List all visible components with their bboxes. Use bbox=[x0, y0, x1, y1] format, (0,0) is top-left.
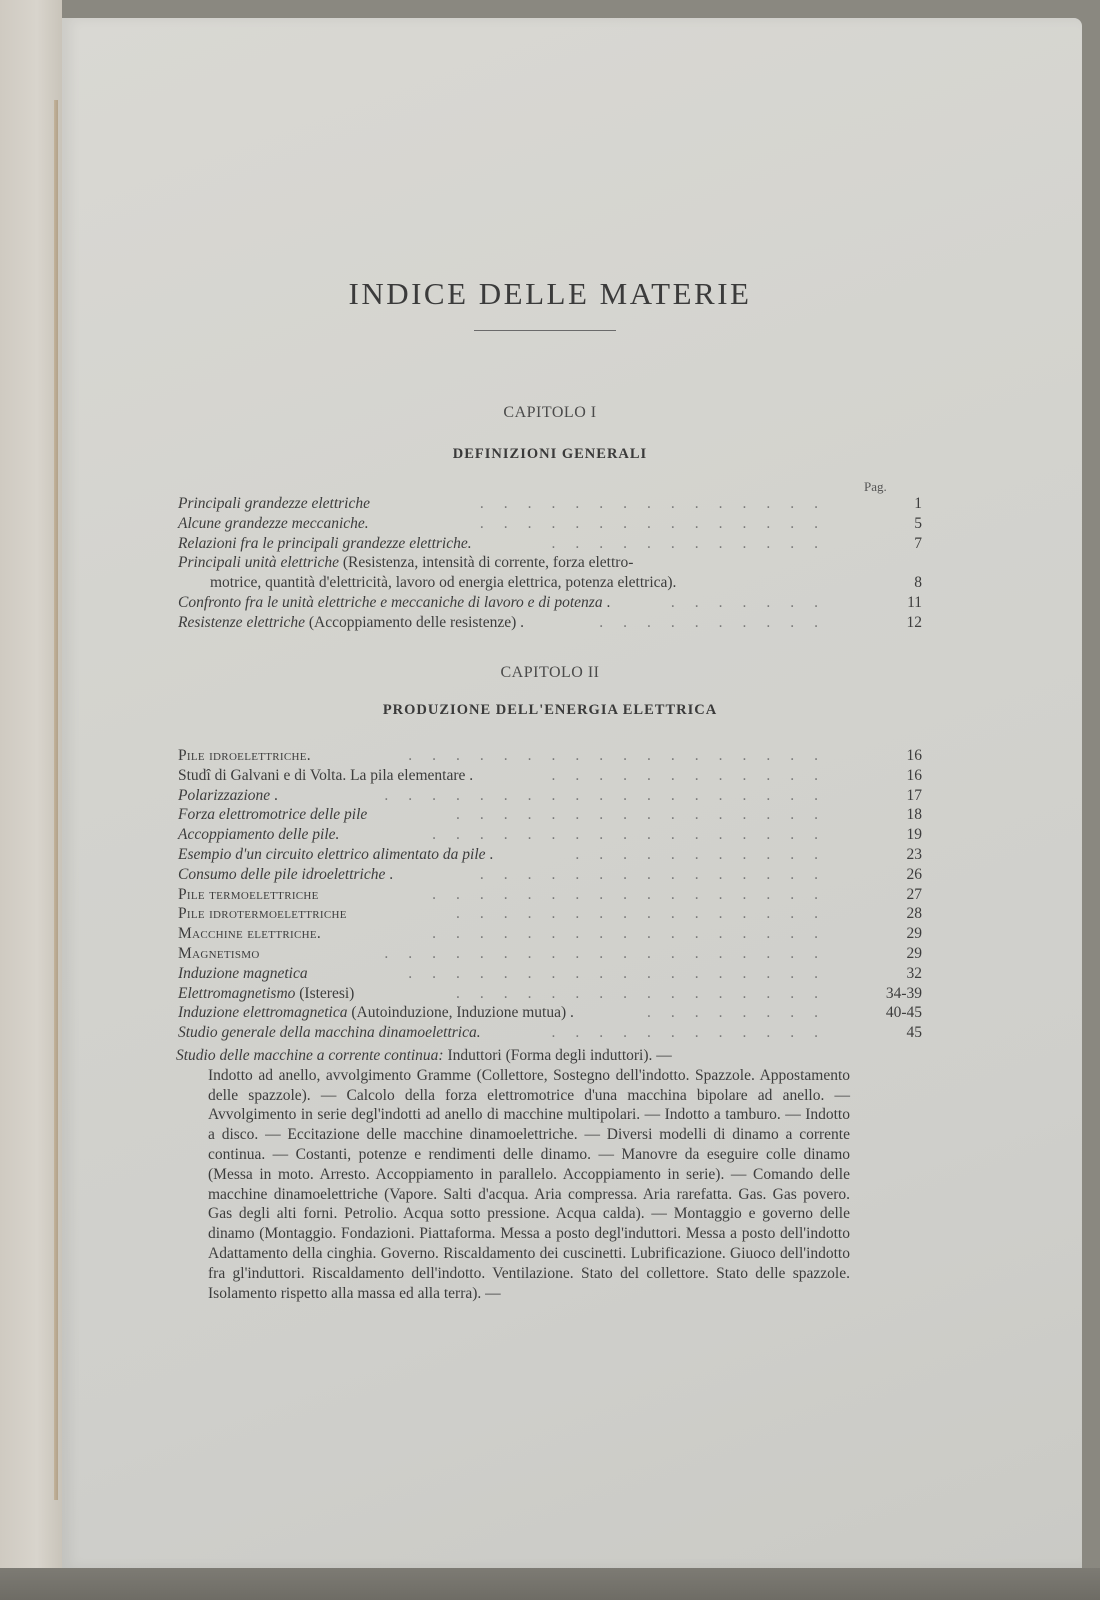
dot-leader: ........... bbox=[575, 845, 838, 863]
entry-italic-text: Principali grandezze elettriche bbox=[178, 495, 370, 512]
toc-entry bbox=[178, 766, 922, 786]
entry-smallcaps-text: Pile termoelettriche bbox=[178, 885, 319, 903]
page-number: 16 bbox=[906, 747, 922, 764]
entry-roman-text: . bbox=[485, 845, 494, 863]
dot-leader: ............ bbox=[551, 534, 838, 552]
page-title: INDICE DELLE MATERIE bbox=[348, 276, 752, 311]
page-number: 18 bbox=[906, 806, 922, 824]
page-number: 11 bbox=[907, 593, 922, 611]
toc-entry-title bbox=[178, 845, 493, 865]
entry-italic-text: Accoppiamento delle pile. bbox=[178, 826, 340, 844]
page-number: 23 bbox=[906, 845, 922, 863]
entry-roman-text: (Accoppiamento delle resistenze) . bbox=[304, 613, 525, 631]
entry-roman-text: . bbox=[385, 865, 394, 883]
dot-leader: ............... bbox=[479, 865, 838, 883]
entry-italic-text: Principali unità elettriche bbox=[178, 554, 339, 572]
entry-italic-text: Esempio d'un circuito elettrico alimentato da pile bbox=[178, 845, 486, 863]
toc-entry-title bbox=[178, 593, 610, 613]
toc-entry-title bbox=[178, 553, 633, 573]
paragraph-lead-roman: Induttori (Forma degli induttori). — bbox=[443, 1047, 672, 1064]
entry-italic-text: Studio generale della macchina dinamoelettrica. bbox=[178, 1024, 481, 1042]
page-number: 29 bbox=[906, 944, 922, 962]
page-number: 34-39 bbox=[885, 984, 922, 1002]
entry-smallcaps-text: Magnetismo bbox=[178, 944, 260, 962]
toc-entry-title bbox=[178, 534, 472, 554]
page-number: 5 bbox=[914, 514, 922, 532]
chapter-2-label: CAPITOLO II bbox=[500, 664, 600, 681]
entry-italic-text: Resistenze elettriche bbox=[178, 613, 305, 631]
toc-entry-title bbox=[178, 1023, 481, 1043]
chapter-1-title: DEFINIZIONI GENERALI bbox=[452, 446, 648, 462]
toc-entry-continuation bbox=[178, 573, 922, 593]
paragraph-lead bbox=[176, 1046, 850, 1066]
dot-leader: ............ bbox=[551, 1024, 838, 1042]
chapter-1-entries bbox=[178, 494, 922, 633]
title-divider bbox=[474, 330, 616, 331]
toc-entry bbox=[178, 984, 922, 1004]
page-number: 19 bbox=[906, 826, 922, 844]
page-number: 12 bbox=[906, 613, 922, 631]
toc-entry bbox=[178, 845, 922, 865]
toc-paragraph-entry bbox=[176, 1046, 850, 1303]
toc-entry-title bbox=[178, 984, 354, 1004]
toc-entry bbox=[178, 865, 922, 885]
entry-roman-text: (Autoinduzione, Induzione mutua) . bbox=[347, 1004, 574, 1022]
toc-entry bbox=[178, 924, 922, 944]
page-number: 32 bbox=[906, 964, 922, 982]
toc-entry bbox=[178, 1023, 922, 1043]
toc-entry bbox=[178, 964, 922, 984]
entry-roman-text: Studî di Galvani e di Volta. La pila elementare . bbox=[178, 766, 474, 784]
toc-entry-title bbox=[178, 825, 339, 845]
page-number: 8 bbox=[914, 574, 922, 592]
entry-italic-text: Induzione magnetica bbox=[178, 964, 308, 982]
toc-entry-title bbox=[178, 1003, 574, 1023]
dot-leader: ................ bbox=[456, 984, 838, 1002]
toc-entry bbox=[178, 534, 922, 554]
toc-entry bbox=[178, 885, 922, 905]
dot-leader: .......... bbox=[599, 613, 838, 631]
toc-entry bbox=[178, 786, 922, 806]
toc-entry bbox=[178, 613, 922, 633]
entry-italic-text: Relazioni fra le principali grandezze elettriche. bbox=[178, 534, 472, 552]
page-number: 16 bbox=[906, 766, 922, 784]
table-surface bbox=[0, 1568, 1100, 1600]
entry-continuation-text: motrice, quantità d'elettricità, lavoro od energia elettrica, potenza elettrica). bbox=[210, 574, 677, 592]
entry-italic-text: Elettromagnetismo bbox=[178, 984, 296, 1002]
chapter-2-entries bbox=[178, 746, 922, 1043]
page-number: 45 bbox=[906, 1024, 922, 1042]
entry-italic-text: Confronto fra le unità elettriche e meccaniche di lavoro e di potenza bbox=[178, 593, 603, 611]
entry-italic-text: Polarizzazione bbox=[178, 786, 271, 804]
toc-entry-title bbox=[178, 746, 311, 766]
entry-smallcaps-text: Pile idroelettriche. bbox=[178, 747, 311, 764]
entry-italic-text: Alcune grandezze meccaniche. bbox=[178, 514, 369, 532]
entry-italic-text: Consumo delle pile idroelettriche bbox=[178, 865, 386, 883]
toc-entry bbox=[178, 593, 922, 613]
entry-smallcaps-text: Macchine elettriche. bbox=[178, 925, 322, 943]
toc-entry bbox=[178, 825, 922, 845]
toc-entry bbox=[178, 805, 922, 825]
page-number: 29 bbox=[906, 925, 922, 943]
dot-leader: ................ bbox=[456, 806, 838, 824]
entry-roman-text: . bbox=[270, 786, 278, 804]
toc-entry-title bbox=[178, 924, 321, 944]
toc-entry bbox=[178, 1003, 922, 1023]
page-number: 40-45 bbox=[885, 1004, 922, 1022]
page-number: 7 bbox=[914, 534, 922, 552]
paragraph-lead-italic: Studio delle macchine a corrente continua: bbox=[176, 1047, 444, 1064]
entry-italic-text: Induzione elettromagnetica bbox=[178, 1004, 348, 1022]
toc-entry bbox=[178, 494, 922, 514]
toc-entry-title bbox=[178, 865, 393, 885]
entry-roman-text: (Resistenza, intensità di corrente, forza elettro- bbox=[339, 554, 634, 572]
toc-entry-title bbox=[178, 786, 278, 806]
dot-leader: ................. bbox=[432, 885, 838, 903]
entry-roman-text: . bbox=[602, 593, 611, 611]
paragraph-body: Indotto ad anello, avvolgimento Gramme (Collettore, Sostegno dell'indotto. Spazzole. Appostamento delle spazzole). — Calcolo della forza elettromotrice d'una macchina bipolare ad anello. — Avvolgimento in serie degl'indotti ad anello di macchine multipolari. — Indotto a tamburo. — Indotto a disco. — Eccitazione delle macchine dinamoelettriche. — Diversi modelli di dinamo a corrente continua. — Costanti, potenze e rendimenti delle dinamo. — Manovre da eseguire colle dinamo (Messa in moto. Arresto. Accoppiamento in parallelo. Accoppiamento in serie). — Comando delle macchine dinamoelettriche (Vapore. Salti d'acqua. Aria compressa. Aria rarefatta. Gas. Gas povero. Gas degli alti forni. Petrolio. Acqua sotto pressione. Acqua calda). — Montaggio e governo delle dinamo (Montaggio. Fondazioni. Piattaforma. Messa a posto degl'induttori. Messa a posto dell'indotto Adattamento della cinghia. Governo. Riscaldamento dei cuscinetti. Lubrificazione. Giuoco dell'indotto fra gl'induttori. Riscaldamento dell'indotto. Ventilazione. Stato del collettore. Stato delle spazzole. Isolamento rispetto alla massa ed alla terra). — bbox=[208, 1066, 850, 1302]
dot-leader: .................. bbox=[408, 964, 838, 982]
chapter-2-title: PRODUZIONE DELL'ENERGIA ELETTRICA bbox=[382, 702, 718, 718]
toc-entry bbox=[178, 514, 922, 534]
dot-leader: ............... bbox=[479, 514, 838, 532]
dot-leader: ................. bbox=[432, 925, 838, 943]
page-number: 28 bbox=[906, 905, 922, 923]
page-column-label: Pag. bbox=[864, 479, 887, 494]
toc-entry bbox=[178, 904, 922, 924]
page-number: 17 bbox=[906, 786, 922, 804]
entry-smallcaps-text: Pile idrotermoelettriche bbox=[178, 905, 347, 923]
entry-roman-text: (Isteresi) bbox=[295, 984, 355, 1002]
chapter-1-label: CAPITOLO I bbox=[503, 404, 597, 421]
toc-entry-title bbox=[178, 613, 524, 633]
toc-entry-title bbox=[178, 904, 347, 924]
toc-entry-title bbox=[178, 944, 260, 964]
dot-leader: ........ bbox=[647, 1004, 838, 1022]
dot-leader: ................. bbox=[432, 826, 838, 844]
toc-entry-title bbox=[178, 766, 473, 786]
toc-entry-title bbox=[178, 494, 370, 514]
toc-entry-title bbox=[178, 885, 319, 905]
dot-leader: ............ bbox=[551, 766, 838, 784]
dot-leader: ................... bbox=[384, 786, 838, 804]
page-number: 1 bbox=[914, 495, 922, 512]
dot-leader: ....... bbox=[670, 593, 838, 611]
entry-italic-text: Forza elettromotrice delle pile bbox=[178, 806, 368, 824]
dot-leader: .................. bbox=[408, 747, 838, 764]
toc-entry-title bbox=[178, 805, 367, 825]
dot-leader: ............... bbox=[479, 495, 838, 512]
toc-entry-title bbox=[178, 964, 308, 984]
page-number: 27 bbox=[906, 885, 922, 903]
toc-entry-title bbox=[178, 514, 369, 534]
facing-page-edge bbox=[0, 0, 62, 1585]
dot-leader: ................... bbox=[384, 944, 838, 962]
dot-leader: ................ bbox=[456, 905, 838, 923]
page-number: 26 bbox=[906, 865, 922, 883]
toc-entry bbox=[178, 746, 922, 766]
toc-entry bbox=[178, 553, 922, 573]
toc-entry bbox=[178, 944, 922, 964]
